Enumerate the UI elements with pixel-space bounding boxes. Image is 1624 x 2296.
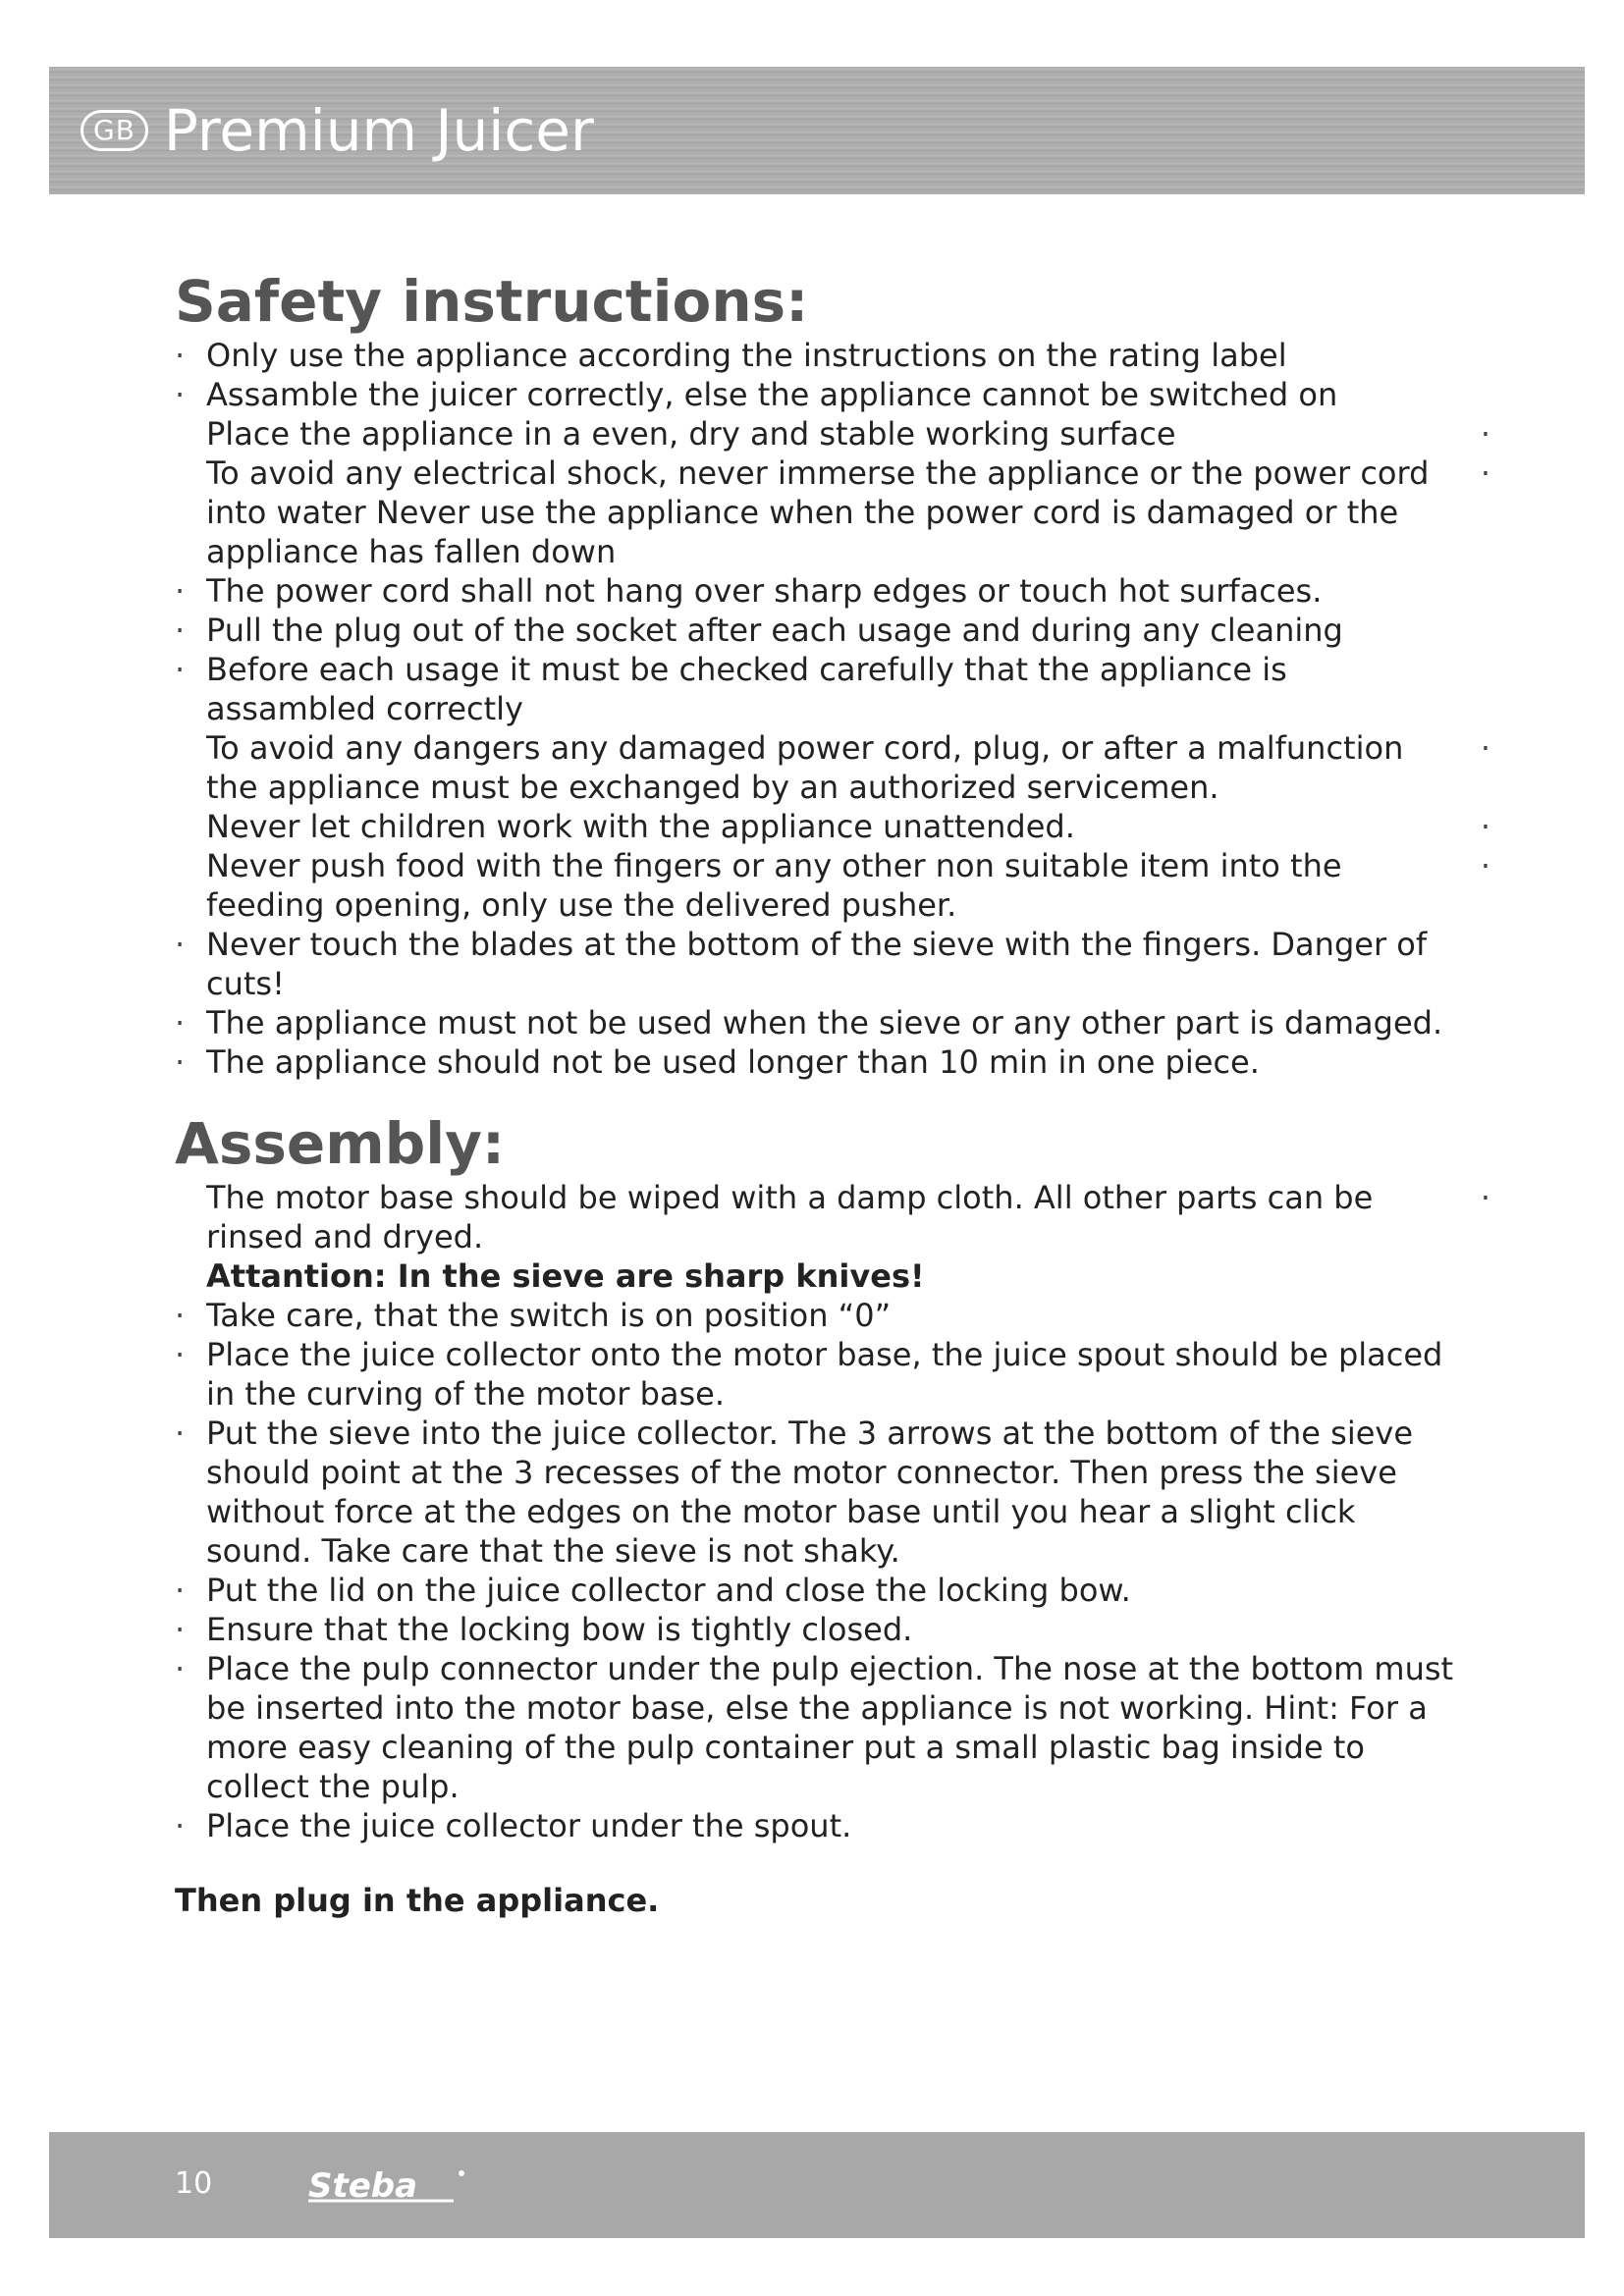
product-title: Premium Juicer (163, 97, 594, 164)
assembly-warning: Attantion: In the sieve are sharp knives! (206, 1257, 925, 1295)
closing-note: Then plug in the appliance. (175, 1882, 660, 1919)
safety-item: · Before each usage it must be checked carefully that the appliance is assambled correctly (175, 650, 1490, 728)
header-bar (49, 67, 1585, 194)
page-content (175, 267, 1490, 1920)
country-badge: GB (81, 110, 148, 151)
footer-bar (49, 2132, 1585, 2238)
safety-item: · Assamble the juicer correctly, else the appliance cannot be switched on (175, 375, 1490, 414)
assembly-heading: Assembly: (175, 1110, 506, 1177)
assembly-item: · Place the pulp connector under the pulp ejection. The nose at the bottom must be inserted into the motor base, else the appliance is not working. Hint: For a more easy cleaning of the pulp container put a small plastic bag inside to collect the pulp. (175, 1649, 1490, 1806)
safety-item: · The appliance must not be used when the sieve or any other part is damaged. (175, 1003, 1490, 1042)
assembly-item: · Place the juice collector onto the motor base, the juice spout should be placed in the curving of the motor base. (175, 1335, 1490, 1414)
safety-item: · The appliance should not be used longer than 10 min in one piece. (175, 1042, 1490, 1082)
assembly-item: · Ensure that the locking bow is tightly closed. (175, 1610, 1490, 1649)
header-inner (81, 67, 594, 194)
safety-item: · Never touch the blades at the bottom of the sieve with the fingers. Danger of cuts! (175, 925, 1490, 1003)
safety-item: To avoid any electrical shock, never immerse the appliance or the power cord into water Never use the appliance when the power cord is damaged or the appliance has fallen down · (175, 454, 1490, 571)
assembly-item: · Put the lid on the juice collector and close the locking bow. (175, 1571, 1490, 1610)
steba-logo-wordmark: Steba (308, 2166, 418, 2206)
safety-list (175, 336, 1490, 1082)
safety-item: Never let children work with the appliance unattended. · (175, 807, 1490, 846)
safety-item: Never push food with the fingers or any other non suitable item into the feeding opening, only use the delivered pusher. · (175, 846, 1490, 925)
safety-item: Place the appliance in a even, dry and stable working surface · (175, 414, 1490, 454)
safety-item: To avoid any dangers any damaged power cord, plug, or after a malfunction the appliance must be exchanged by an authorized servicemen. · (175, 728, 1490, 807)
assembly-item: · Place the juice collector under the spout. (175, 1806, 1490, 1845)
safety-item: · Only use the appliance according the instructions on the rating label (175, 336, 1490, 375)
page-number: 10 (175, 2166, 213, 2201)
safety-item: · The power cord shall not hang over sharp edges or touch hot surfaces. (175, 571, 1490, 611)
assembly-list (175, 1178, 1490, 1845)
assembly-item: · Put the sieve into the juice collector. The 3 arrows at the bottom of the sieve should point at the 3 recesses of the motor connector. Then press the sieve without force at the edges on the motor base until you hear a slight click sound. Take care that the sieve is not shaky. (175, 1414, 1490, 1571)
safety-heading: Safety instructions: (175, 268, 809, 335)
assembly-item: The motor base should be wiped with a damp cloth. All other parts can be rinsed and dryed. · (175, 1178, 1490, 1256)
assembly-item: · Take care, that the switch is on position “0” (175, 1296, 1490, 1335)
safety-item: · Pull the plug out of the socket after each usage and during any cleaning (175, 611, 1490, 650)
steba-logo-icon (306, 2162, 473, 2211)
